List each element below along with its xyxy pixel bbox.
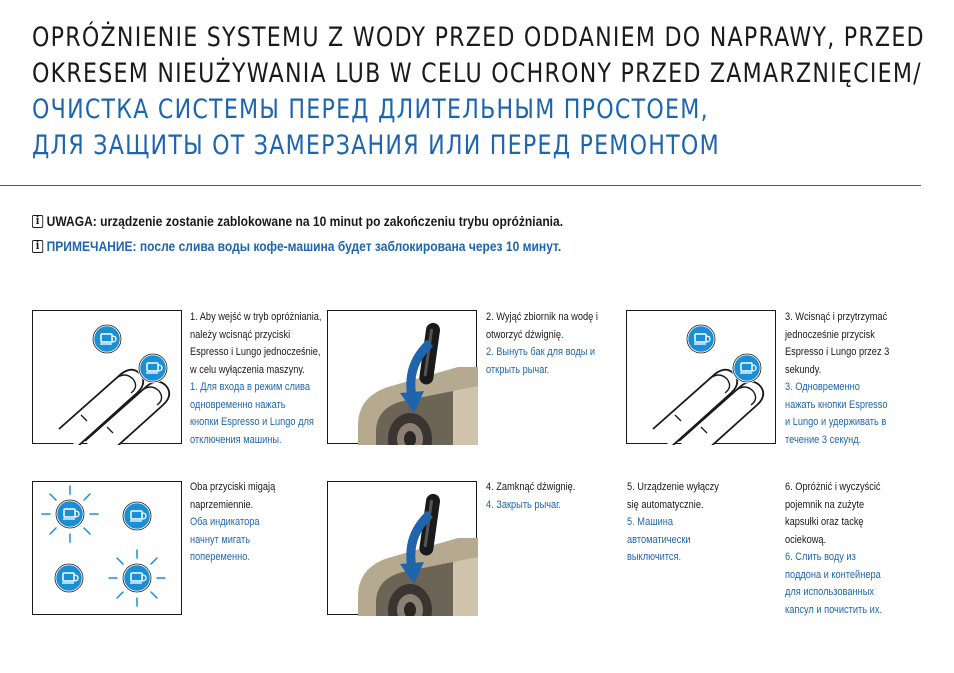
machine-image xyxy=(358,367,478,445)
step-2-pl-line: 2. Wyjąć zbiornik na wodę i xyxy=(486,311,598,323)
step-2-pl-line: otworzyć dźwignię. xyxy=(486,328,564,341)
step-2-ru-line: открыть рычаг. xyxy=(486,363,550,376)
step-3-pl-line: jednocześnie przycisk xyxy=(785,328,875,341)
note-pl xyxy=(32,213,563,229)
step-1-pl-line: 1. Aby wejść w tryb opróżniania, xyxy=(190,311,322,323)
step-3-ru-line: 3. Одновременно xyxy=(785,381,860,393)
step-4-ru-line: 4. Закрыть рычаг. xyxy=(486,498,561,511)
step-5-ru-line: автоматически xyxy=(627,533,691,546)
step-6-ru-line: 6. Слить воду из xyxy=(785,551,856,563)
note-pl-text: UWAGA: urządzenie zostanie zablokowane na 10 minut po zakończeniu trybu opróżniania. xyxy=(46,213,564,229)
step-2-illustration xyxy=(327,310,477,444)
step-5-ru-line: выключится. xyxy=(627,551,682,563)
step-5-pl-line: się automatycznie. xyxy=(627,498,704,511)
machine-image xyxy=(358,538,478,616)
step-1-ru-line: отключения машины. xyxy=(190,433,282,446)
step-3-ru-line: и Lungo и удерживать в xyxy=(785,416,887,428)
step-1-pl-line: należy wcisnąć przyciski xyxy=(190,328,291,341)
step-3-pl-line: sekundy. xyxy=(785,363,822,376)
step-2-ru-line: 2. Вынуть бак для воды и xyxy=(486,346,596,358)
info-icon xyxy=(32,215,43,228)
page-title xyxy=(32,20,925,164)
title-ru-line-2: ДЛЯ ЗАЩИТЫ ОТ ЗАМЕРЗАНИЯ ИЛИ ПЕРЕД РЕМОНТОМ xyxy=(32,130,720,161)
step-6-ru-line: для использованных xyxy=(785,586,874,598)
step-3-illustration xyxy=(626,310,776,444)
title-ru-line-1: ОЧИСТКА СИСТЕМЫ ПЕРЕД ДЛИТЕЛЬНЫМ ПРОСТОЕМ, xyxy=(32,94,709,125)
step-6-ru-line: поддона и контейнера xyxy=(785,568,881,581)
blink-ru-line: Оба индикатора xyxy=(190,516,260,528)
title-pl-line-2: OKRESEM NIEUŻYWANIA LUB W CELU OCHRONY PRZED ZAMARZNIĘCIEM/ xyxy=(32,58,922,89)
step-3-pl-line: Espresso i Lungo przez 3 xyxy=(785,346,890,358)
blink-caption xyxy=(190,479,275,567)
step-4-pl-line: 4. Zamknąć dźwignię. xyxy=(486,481,576,493)
step-4-illustration xyxy=(327,481,477,615)
step-5-caption xyxy=(627,479,719,567)
blinking-buttons-illustration xyxy=(32,481,182,615)
blink-ru-line: начнут мигать xyxy=(190,533,251,546)
step-6-pl-line: pojemnik na zużyte xyxy=(785,498,865,511)
lungo-button-icon xyxy=(733,354,761,382)
step-1-pl-line: w celu wyłączenia maszyny. xyxy=(190,363,305,376)
note-ru xyxy=(32,238,561,254)
step-1-pl-line: Espresso i Lungo jednocześnie, xyxy=(190,346,321,358)
step-6-caption xyxy=(785,479,882,619)
step-1-caption xyxy=(190,309,321,449)
step-6-pl-line: ociekową. xyxy=(785,533,827,546)
title-pl-line-1: OPRÓŻNIENIE SYSTEMU Z WODY PRZED ODDANIEM DO NAPRAWY, PRZED xyxy=(32,22,925,53)
step-1-ru-line: кнопки Espresso и Lungo для xyxy=(190,416,314,428)
step-6-ru-line: капсул и почистить их. xyxy=(785,603,883,616)
note-ru-text: ПРИМЕЧАНИЕ: после слива воды кофе-машина будет заблокирована через 10 минут. xyxy=(46,238,562,254)
step-3-ru-line: течение 3 секунд. xyxy=(785,433,862,446)
blink-pl-line: Oba przyciski migają xyxy=(190,481,276,493)
step-5-pl-line: 5. Urządzenie wyłączy xyxy=(627,481,719,493)
blink-pl-line: naprzemiennie. xyxy=(190,498,254,511)
step-1-ru-line: одновременно нажать xyxy=(190,398,286,411)
step-6-pl-line: 6. Opróżnić i wyczyścić xyxy=(785,481,881,493)
step-3-caption xyxy=(785,309,889,449)
espresso-button-icon xyxy=(93,325,121,353)
step-3-pl-line: 3. Wcisnąć i przytrzymać xyxy=(785,311,888,323)
step-5-ru-line: 5. Машина xyxy=(627,516,674,528)
step-3-ru-line: нажать кнопки Espresso xyxy=(785,398,888,411)
info-icon xyxy=(32,240,43,253)
header-divider xyxy=(0,185,921,186)
lungo-button-icon xyxy=(139,354,167,382)
espresso-button-icon xyxy=(687,325,715,353)
blink-ru-line: попеременно. xyxy=(190,551,250,563)
step-4-caption xyxy=(486,479,575,514)
step-2-caption xyxy=(486,309,598,379)
step-1-ru-line: 1. Для входа в режим слива xyxy=(190,381,310,393)
step-6-pl-line: kapsułki oraz tackę xyxy=(785,516,864,528)
step-1-illustration xyxy=(32,310,182,444)
